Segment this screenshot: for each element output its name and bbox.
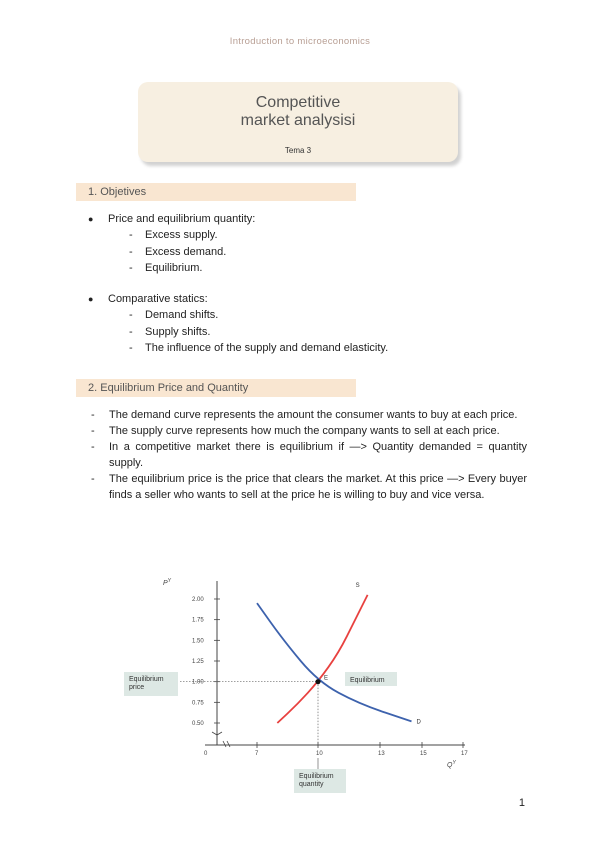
- demand-curve: [257, 603, 412, 721]
- title-line-1: Competitive: [255, 94, 341, 111]
- section-heading-objectives: 1. Objetives: [76, 183, 356, 201]
- x-tick-label: 7: [255, 751, 259, 757]
- svg-text:quantity: quantity: [299, 781, 324, 788]
- title-line-2: market analysisi: [240, 112, 356, 129]
- equilibrium-list: [91, 407, 527, 503]
- list-item: - In a competitive market there is equilibrium if —> Quantity demanded = quantity supply.: [91, 439, 527, 471]
- y-tick-label: 2.00: [192, 596, 204, 603]
- bullet-label: Comparative statics:: [108, 293, 208, 305]
- y-tick-label: 1.75: [192, 617, 204, 624]
- x-tick-label: 17: [461, 751, 468, 757]
- section-heading-equilibrium: 2. Equilibrium Price and Quantity: [76, 379, 356, 397]
- y-tick-label: 1.00: [192, 679, 204, 686]
- list-item: - Supply shifts.: [108, 324, 388, 341]
- objectives-list-2: [88, 291, 388, 357]
- sub-list: [108, 307, 388, 357]
- x-tick-label: 15: [420, 751, 427, 757]
- list-item: - Excess supply.: [108, 227, 255, 244]
- y-tick-label: 1.50: [192, 638, 204, 645]
- page-number: 1: [518, 797, 525, 809]
- list-item: - The influence of the supply and demand elasticity.: [108, 340, 388, 357]
- x-tick-label: 10: [316, 751, 323, 757]
- equilibrium-point: [315, 679, 320, 684]
- demand-curve-label: D: [416, 719, 421, 726]
- list-item: - Excess demand.: [108, 244, 255, 261]
- svg-text:Equilibrium: Equilibrium: [299, 773, 334, 780]
- list-item: - The supply curve represents how much the company wants to sell at each price.: [91, 423, 527, 439]
- running-header: Introduction to microeconomics: [229, 36, 371, 47]
- svg-text:Equilibrium: Equilibrium: [129, 676, 164, 683]
- supply-demand-chart: [120, 575, 480, 795]
- svg-text:Equilibrium: Equilibrium: [350, 677, 385, 684]
- supply-curve: [277, 595, 367, 723]
- y-tick-label: 0.50: [192, 721, 204, 727]
- list-item: [88, 211, 255, 277]
- x-tick-label: 13: [378, 751, 385, 757]
- annotation-quantity: [294, 769, 346, 793]
- annotation-price: [124, 672, 178, 696]
- y-ticks: [192, 597, 220, 727]
- objectives-list: [88, 211, 255, 277]
- list-item: - The demand curve represents the amount the consumer wants to buy at each price.: [91, 407, 527, 423]
- svg-text:price: price: [129, 684, 145, 691]
- x-axis-label: $Q^Y$: [447, 760, 456, 769]
- axis-break-x: [223, 741, 230, 747]
- list-item: - Demand shifts.: [108, 307, 388, 324]
- y-tick-label: 1.25: [192, 658, 204, 665]
- bullet-label: Price and equilibrium quantity:: [108, 213, 256, 225]
- x-ticks: [204, 742, 468, 757]
- annotation-curves: [345, 672, 397, 686]
- sub-list: [108, 227, 255, 277]
- y-tick-label: 0.75: [192, 700, 204, 707]
- list-item: - Equilibrium.: [108, 260, 255, 277]
- title-box: [138, 82, 458, 162]
- supply-curve-label: S: [355, 582, 360, 589]
- subtitle: Tema 3: [284, 146, 312, 155]
- x-tick-label: 0: [204, 751, 208, 757]
- list-item: [88, 291, 388, 357]
- equilibrium-point-label: E: [324, 675, 329, 682]
- y-axis-label: $P^Y$: [163, 578, 172, 587]
- list-item: - The equilibrium price is the price that clears the market. At this price —> Every buyer finds a seller who wants to sell at the price he is willing to buy and vice versa.: [91, 471, 527, 503]
